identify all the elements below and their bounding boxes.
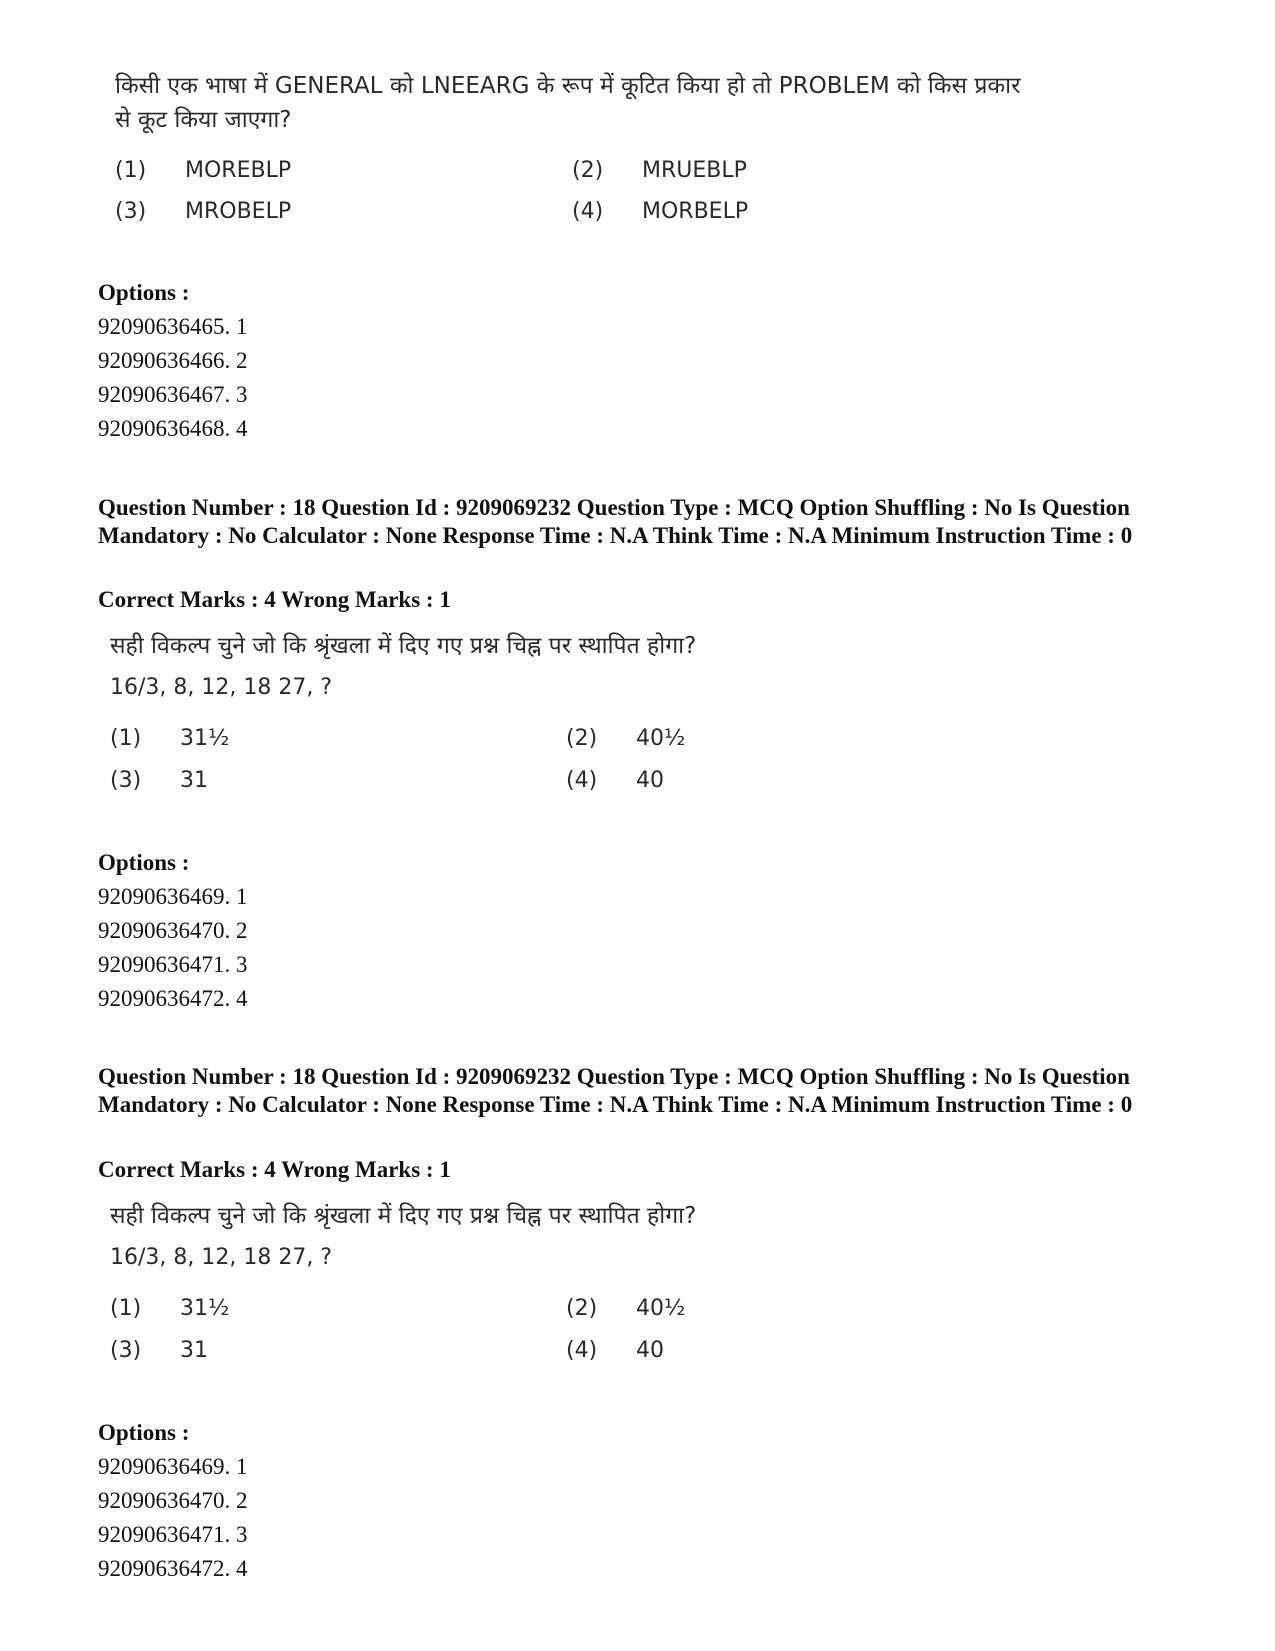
option-item: 92090636471. 3 [98,1522,248,1547]
choice-text: 31½ [180,1296,230,1321]
question-image-1 [0,0,1275,240]
choice-3 [110,1336,208,1366]
choice-text: 40 [636,1338,664,1363]
number-series: 16/3, 8, 12, 18 27, ? [110,675,332,700]
marks-line-2: Correct Marks : 4 Wrong Marks : 1 [98,587,451,612]
choice-number: (4) [566,1338,598,1363]
choice-number: (4) [566,768,598,793]
choice-text: 31 [180,768,208,793]
choice-2 [566,724,685,754]
choice-text: MROBELP [185,199,292,224]
question-text-line-2: से कूट किया जाएगा? [115,107,292,133]
question-meta-3: Question Number : 18 Question Id : 9209069232 Question Type : MCQ Option Shuffling : No Is Question Mandatory : No Calculator : None Response Time : N.A Think Time : N.A Minimum Instruction Time : 0 [98,1064,1133,1117]
choice-text: 40½ [636,1296,686,1321]
choice-text: 40 [636,768,664,793]
choice-4 [572,197,748,227]
choice-number: (1) [115,158,147,183]
choice-number: (1) [110,726,142,751]
choice-text: 31½ [180,726,230,751]
options-list-3 [98,1416,248,1586]
choice-4 [566,766,664,796]
choice-1 [110,1294,229,1324]
choice-2 [566,1294,685,1324]
option-item: 92090636470. 2 [98,1488,248,1513]
option-item: 92090636467. 3 [98,382,248,407]
option-item: 92090636469. 1 [98,884,248,909]
options-list-1 [98,276,248,446]
choice-3 [110,766,208,796]
choice-number: (4) [572,199,604,224]
option-item: 92090636472. 4 [98,986,248,1011]
choice-text: 40½ [636,726,686,751]
choice-number: (3) [110,1338,142,1363]
question-text: सही विकल्प चुने जो कि श्रृंखला में दिए गए प्रश्न चिह्न पर स्थापित होगा? [110,633,697,659]
marks-line-3: Correct Marks : 4 Wrong Marks : 1 [98,1157,451,1182]
options-title: Options : [98,280,190,305]
choice-number: (2) [572,158,604,183]
choice-number: (2) [566,726,598,751]
options-list-2 [98,846,248,1016]
choice-1 [115,156,291,186]
choice-text: MOREBLP [185,158,292,183]
choice-text: MRUEBLP [642,158,747,183]
options-title: Options : [98,1420,190,1445]
question-meta-2: Question Number : 18 Question Id : 9209069232 Question Type : MCQ Option Shuffling : No Is Question Mandatory : No Calculator : None Response Time : N.A Think Time : N.A Minimum Instruction Time : 0 [98,495,1133,548]
option-item: 92090636466. 2 [98,348,248,373]
number-series: 16/3, 8, 12, 18 27, ? [110,1245,332,1270]
choice-text: MORBELP [642,199,749,224]
choice-1 [110,724,229,754]
choice-text: 31 [180,1338,208,1363]
choice-3 [115,197,291,227]
question-image-2 [0,620,1275,810]
option-item: 92090636472. 4 [98,1556,248,1581]
question-text-line-1: किसी एक भाषा में GENERAL को LNEEARG के रूप में कूटित किया हो तो PROBLEM को किस प्रकार [115,73,1021,99]
options-title: Options : [98,850,190,875]
question-text: सही विकल्प चुने जो कि श्रृंखला में दिए गए प्रश्न चिह्न पर स्थापित होगा? [110,1203,697,1229]
choice-number: (3) [110,768,142,793]
question-image-3 [0,1190,1275,1380]
choice-4 [566,1336,664,1366]
option-item: 92090636470. 2 [98,918,248,943]
choice-2 [572,156,747,186]
choice-number: (1) [110,1296,142,1321]
option-item: 92090636468. 4 [98,416,248,441]
option-item: 92090636465. 1 [98,314,248,339]
option-item: 92090636469. 1 [98,1454,248,1479]
choice-number: (2) [566,1296,598,1321]
choice-number: (3) [115,199,147,224]
option-item: 92090636471. 3 [98,952,248,977]
